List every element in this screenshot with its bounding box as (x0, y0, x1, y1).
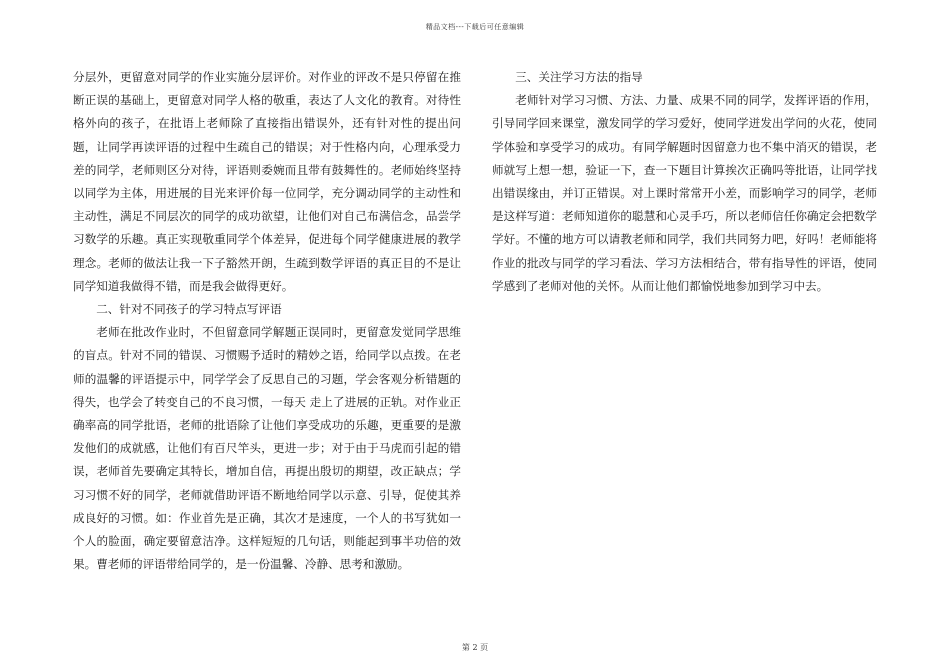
left-column (73, 66, 461, 576)
page-number: 第 2 页 (461, 643, 489, 652)
right-column (492, 66, 877, 298)
paragraph-section-3: 老师针对学习习惯、方法、力量、成果不同的同学，发挥评语的作用，引导同学回来课堂，激发同学的学习爱好，使同学迸发出学问的火花，使同学体验和享受学习的成功。有同学解题时因留意力也不集中消灭的错误，老师就写上想一想，验证一下，查一下题目计算挨次正确吗等批语，让同学找出错误缘由，并订正错误。对上课时常常开小差，而影响学习的同学，老师是这样写道：老师知道你的聪慧和心灵手巧，所以老师信任你确定会把数学学好。不懂的地方可以请教老师和同学，我们共同努力吧，好吗！老师能将作业的批改与同学的学习看法、学习方法相结合，带有指导性的评语，使同学感到了老师对他的关怀。从而让他们都愉悦地参加到学习中去。 (492, 93, 877, 293)
paragraph-continuation: 分层外，更留意对同学的作业实施分层评价。对作业的评改不是只停留在推断正误的基础上，更留意对同学人格的敬重，表达了人文化的教育。对待性格外向的孩子，在批语上老师除了直接指出错误外，还有针对性的提出问题，让同学再读评语的过程中生疏自己的错误；对于性格内向，心理承受力差的同学，老师则区分对待，评语则委婉而且带有鼓舞性的。老师始终坚持以同学为主体，用进展的目光来评价每一位同学，充分调动同学的主动性和主动性，满足不同层次的同学的成功欲望，让他们对自己布满信念，品尝学习数学的乐趣。真正实现敬重同学个体差异，促进每个同学健康进展的教学理念。老师的做法让我一下子豁然开朗，生疏到数学评语的真正目的不是让同学知道我做得不错，而是我会做得更好。 (73, 70, 461, 293)
section-heading-3: 三、关注学习方法的指导 (515, 70, 643, 84)
section-heading-2: 二、针对不同孩子的学习特点写评语 (96, 302, 282, 317)
page-header: 精品文档---下载后可任意编辑 (425, 23, 525, 31)
paragraph-section-2: 老师在批改作业时，不但留意同学解题正误同时，更留意发觉同学思维的盲点。针对不同的错误、习惯赐予适时的精妙之语，给同学以点拨。在老师的温馨的评语提示中，同学学会了反思自己的习题，学会客观分析错题的得失，也学会了转变自己的不良习惯，一每天 走上了进展的正轨。对作业正确率高的同学批语，老师的批语除了让他们享受成功的乐趣，更重要的是激发他们的成就感，让他们有百尺竿头，更进一步；对于由于马虎而引起的错误，老师首先要确定其特长，增加自信，再提出殷切的期望，改正缺点；学习习惯不好的同学，老师就借助评语不断地给同学以示意、引导，促使其养成良好的习惯。如：作业首先是正确，其次才是速度，一个人的书写犹如一个人的脸面，确定要留意洁净。这样短短的几句话，则能起到事半功倍的效果。曹老师的评语带给同学的，是一份温馨、冷静、思考和激励。 (73, 325, 461, 572)
